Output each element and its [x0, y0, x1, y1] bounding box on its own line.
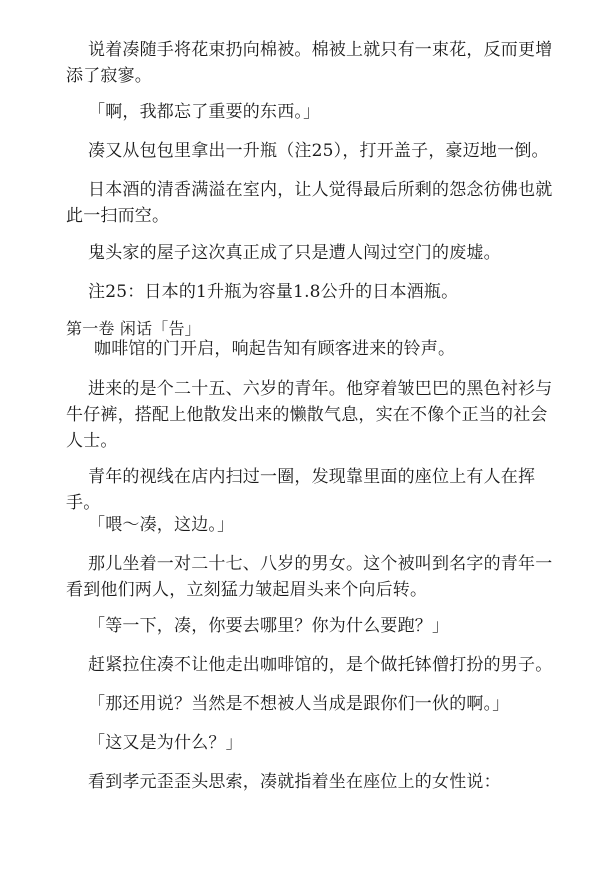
paragraph-5: 鬼头家的屋子这次真正成了只是遭人闯过空门的废墟。 [88, 243, 501, 263]
paragraph-14: 「这又是为什么？」 [88, 733, 243, 753]
paragraph-3: 凑又从包包里拿出一升瓶（注25），打开盖子，豪迈地一倒。 [88, 141, 549, 161]
paragraph-11: 「等一下，凑，你要去哪里？你为什么要跑？」 [88, 616, 450, 636]
paragraph-10: 那儿坐着一对二十七、八岁的男女。这个被叫到名字的青年一看到他们两人，立刻猛力皱起眉头来个向后转。 [66, 554, 553, 600]
paragraph-9: 「喂～凑，这边。」 [88, 515, 235, 535]
paragraph-6: 咖啡馆的门开启，响起告知有顾客进来的铃声。 [94, 339, 456, 359]
paragraph-7: 进来的是个二十五、六岁的青年。他穿着皱巴巴的黑色衬衫与牛仔裤，搭配上他散发出来的懒散气息，实在不像个正当的社会人士。 [66, 379, 553, 451]
footnote-25: 注25：日本的1升瓶为容量1.8公升的日本酒瓶。 [88, 282, 459, 302]
paragraph-12: 赶紧拉住凑不让他走出咖啡馆的，是个做托钵僧打扮的男子。 [88, 655, 553, 675]
paragraph-8: 青年的视线在店内扫过一圈，发现靠里面的座位上有人在挥手。 [66, 467, 536, 513]
paragraph-4: 日本酒的清香满溢在室内，让人觉得最后所剩的怨念彷佛也就此一扫而空。 [66, 180, 553, 226]
chapter-heading: 第一卷 闲话「告」 [66, 319, 201, 338]
paragraph-2: 「啊，我都忘了重要的东西。」 [88, 102, 321, 122]
paragraph-13: 「那还用说？当然是不想被人当成是跟你们一伙的啊。」 [88, 694, 510, 714]
paragraph-1: 说着凑随手将花束扔向棉被。棉被上就只有一束花，反而更增添了寂寥。 [66, 40, 553, 86]
paragraph-15: 看到孝元歪歪头思索，凑就指着坐在座位上的女性说： [88, 772, 501, 792]
